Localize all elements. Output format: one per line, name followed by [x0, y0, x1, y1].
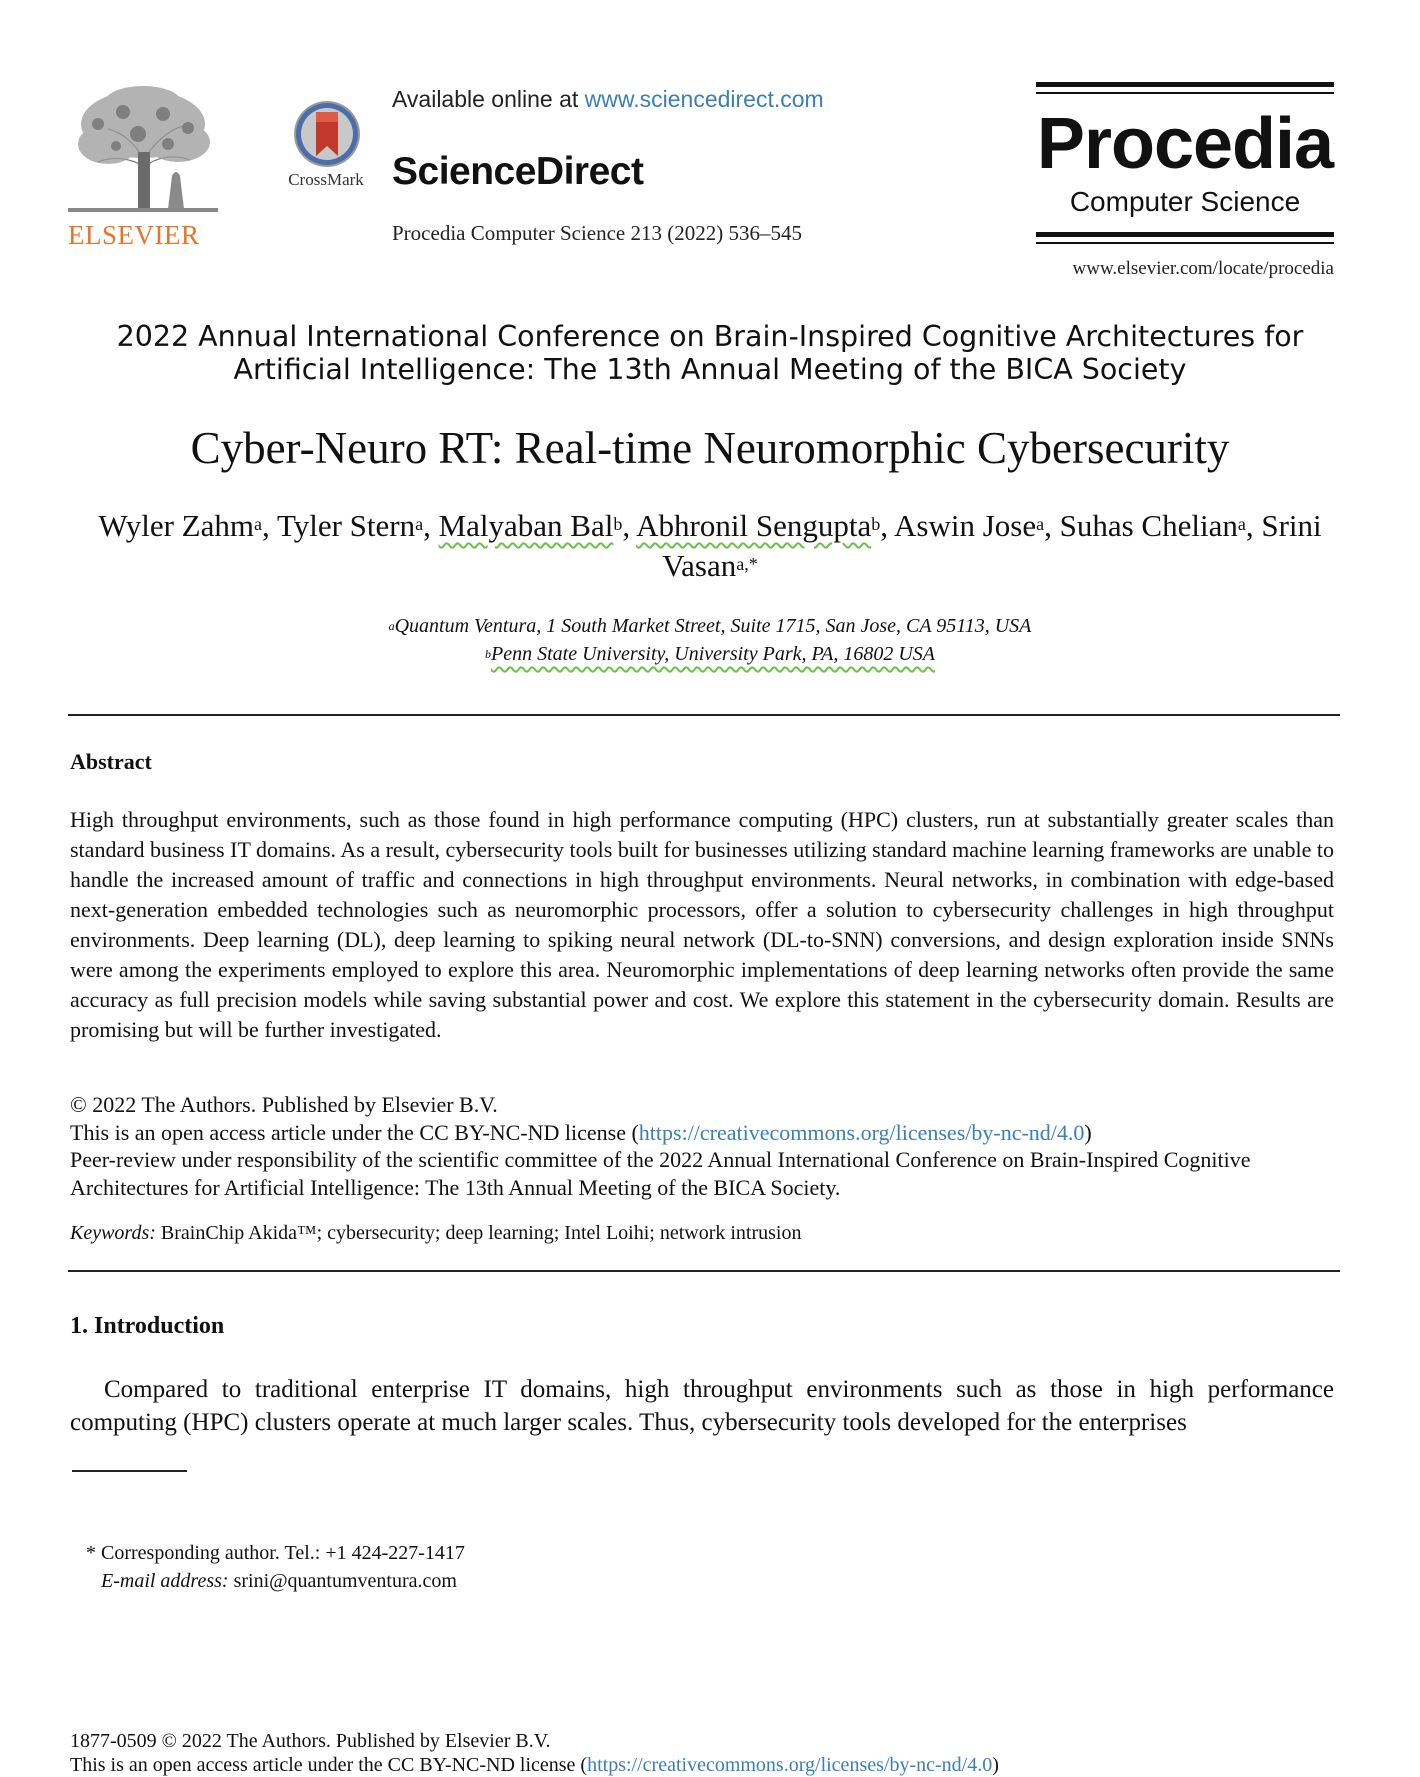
section-divider [68, 1270, 1340, 1272]
license-prefix: This is an open access article under the CC BY-NC-ND license ( [70, 1119, 639, 1145]
author-name: Wyler Zahm [98, 508, 254, 543]
procedia-bottom-rule [1036, 232, 1334, 237]
license-line [70, 1119, 1340, 1147]
author-affil-sup: a [415, 514, 424, 534]
conference-line-2: Artificial Intelligence: The 13th Annual Meeting of the BICA Society [233, 353, 1187, 386]
author-name: Malyaban Bal [438, 508, 614, 543]
keywords-line [70, 1222, 1340, 1245]
affiliations [60, 612, 1360, 668]
sciencedirect-logo [392, 150, 892, 194]
available-online-line [392, 86, 892, 113]
paper-title: Cyber-Neuro RT: Real-time Neuromorphic Cybersecurity [190, 423, 1230, 473]
conference-name [60, 320, 1360, 386]
crossmark-icon [282, 98, 372, 170]
author-affil-sup: a [253, 514, 262, 534]
keywords-label: Keywords: [70, 1222, 156, 1244]
available-online-prefix: Available online at [392, 86, 585, 112]
corresponding-author-line: * Corresponding author. Tel.: +1 424-227-1417 [86, 1542, 465, 1564]
peer-review-statement: Peer-review under responsibility of the scientific committee of the 2022 Annual International Conference on Brain-Inspired Cognitive Architectures for Artificial Intelligence: The 13th Annual Meeting of the BICA Society. [70, 1147, 1251, 1200]
conference-line-1: 2022 Annual International Conference on Brain-Inspired Cognitive Architectures for [116, 320, 1304, 353]
elsevier-locate-url[interactable]: www.elsevier.com/locate/procedia [1072, 258, 1334, 279]
crossmark-label: CrossMark [288, 170, 364, 189]
affiliation-sup: b [485, 647, 491, 661]
elsevier-wordmark: ELSEVIER [68, 220, 200, 250]
procedia-logo [1036, 82, 1334, 244]
email-label: E-mail address: [101, 1570, 229, 1592]
bottom-license-link[interactable]: https://creativecommons.org/licenses/by-nc-nd/4.0 [587, 1754, 993, 1776]
introduction-heading: 1. Introduction [70, 1313, 225, 1339]
procedia-bottom-rule-thin [1036, 242, 1334, 244]
copyright-line: © 2022 The Authors. Published by Elsevier B.V. [70, 1092, 498, 1117]
procedia-logo-subtitle: Computer Science [1069, 186, 1301, 217]
issn-line: 1877-0509 © 2022 The Authors. Published by Elsevier B.V. [70, 1730, 551, 1752]
affiliation-text: Quantum Ventura, 1 South Market Street, Suite 1715, San Jose, CA 95113, USA [394, 615, 1032, 637]
author-name: Abhronil Sengupta [636, 508, 872, 543]
author-affil-sup: b [871, 514, 881, 534]
affiliation-b [60, 640, 1360, 668]
email-line [86, 1567, 886, 1595]
abstract-heading: Abstract [70, 749, 152, 774]
sciencedirect-logo-text: ScienceDirect [392, 150, 644, 193]
author-affil-sup: a,* [736, 554, 758, 574]
copyright-block [70, 1091, 1340, 1201]
section-divider [68, 714, 1340, 716]
corresponding-author-footnote [86, 1539, 886, 1595]
bottom-license-line [70, 1753, 1340, 1777]
procedia-logo-title: Procedia [1036, 104, 1334, 184]
crossmark-badge[interactable] [282, 98, 372, 193]
affiliation-a [60, 612, 1360, 640]
procedia-top-rule-thin [1036, 92, 1334, 94]
introduction-body: Compared to traditional enterprise IT domains, high throughput environments such as those in high performance computing (HPC) clusters operate at much larger scales. Thus, cybersecurity tools developed for the enterprises [70, 1376, 1334, 1436]
author-affil-sup: a [1237, 514, 1246, 534]
author-name: Srini Vasan [662, 508, 1322, 583]
abstract-body: High throughput environments, such as those found in high performance computing (HPC) clusters, run at substantially greater scales than standard business IT domains. As a result, cybersecurity tools built for businesses utilizing standard machine learning frameworks are unable to handle the increased amount of traffic and connections in high throughput environments. Neural networks, in combination with edge-based next-generation embedded technologies such as neuromorphic processors, offer a solution to cybersecurity challenges in high throughput environments. Deep learning (DL), deep learning to spiking neural network (DL-to-SNN) conversions, and design exploration inside SNNs were among the experiments employed to explore this area. Neuromorphic implementations of deep learning networks often provide the same accuracy as full precision models while saving substantial power and cost. We explore this statement in the cybersecurity domain. Results are promising but will be further investigated. [70, 807, 1334, 1042]
journal-reference: Procedia Computer Science 213 (2022) 536–545 [392, 221, 802, 245]
license-link[interactable]: https://creativecommons.org/licenses/by-nc-nd/4.0 [638, 1119, 1085, 1145]
affiliation-sup: a [388, 619, 395, 633]
author-name: Aswin Jose [894, 508, 1037, 543]
affiliation-text: Penn State University, University Park, PA, 16802 USA [491, 643, 935, 665]
author-name: Suhas Chelian [1059, 508, 1238, 543]
procedia-top-rule [1036, 82, 1334, 87]
bottom-license-prefix: This is an open access article under the CC BY-NC-ND license ( [70, 1754, 588, 1776]
keywords-text: BrainChip Akida™; cybersecurity; deep learning; Intel Loihi; network intrusion [155, 1222, 802, 1244]
bottom-publication-info [70, 1729, 1340, 1777]
bottom-license-suffix: ) [992, 1754, 999, 1776]
email-address: srini@quantumventura.com [228, 1570, 457, 1592]
author-name: Tyler Stern [276, 508, 416, 543]
elsevier-logo [68, 84, 218, 254]
license-suffix: ) [1084, 1119, 1092, 1145]
footnote-divider [72, 1470, 187, 1472]
author-list: Wyler Zahm$^a$, Tyler Stern$^a$, Malyaban Bal$^b$, Abhronil Sengupta$^b$, Aswin Jose$^a$, Suhas Chelian$^a$, Srini Vasan$^{a,*}$ [98, 508, 1322, 583]
elsevier-tree-icon [68, 84, 218, 214]
author-affil-sup: b [613, 514, 623, 534]
sciencedirect-url-link[interactable]: www.sciencedirect.com [584, 86, 824, 112]
author-affil-sup: a [1036, 514, 1045, 534]
